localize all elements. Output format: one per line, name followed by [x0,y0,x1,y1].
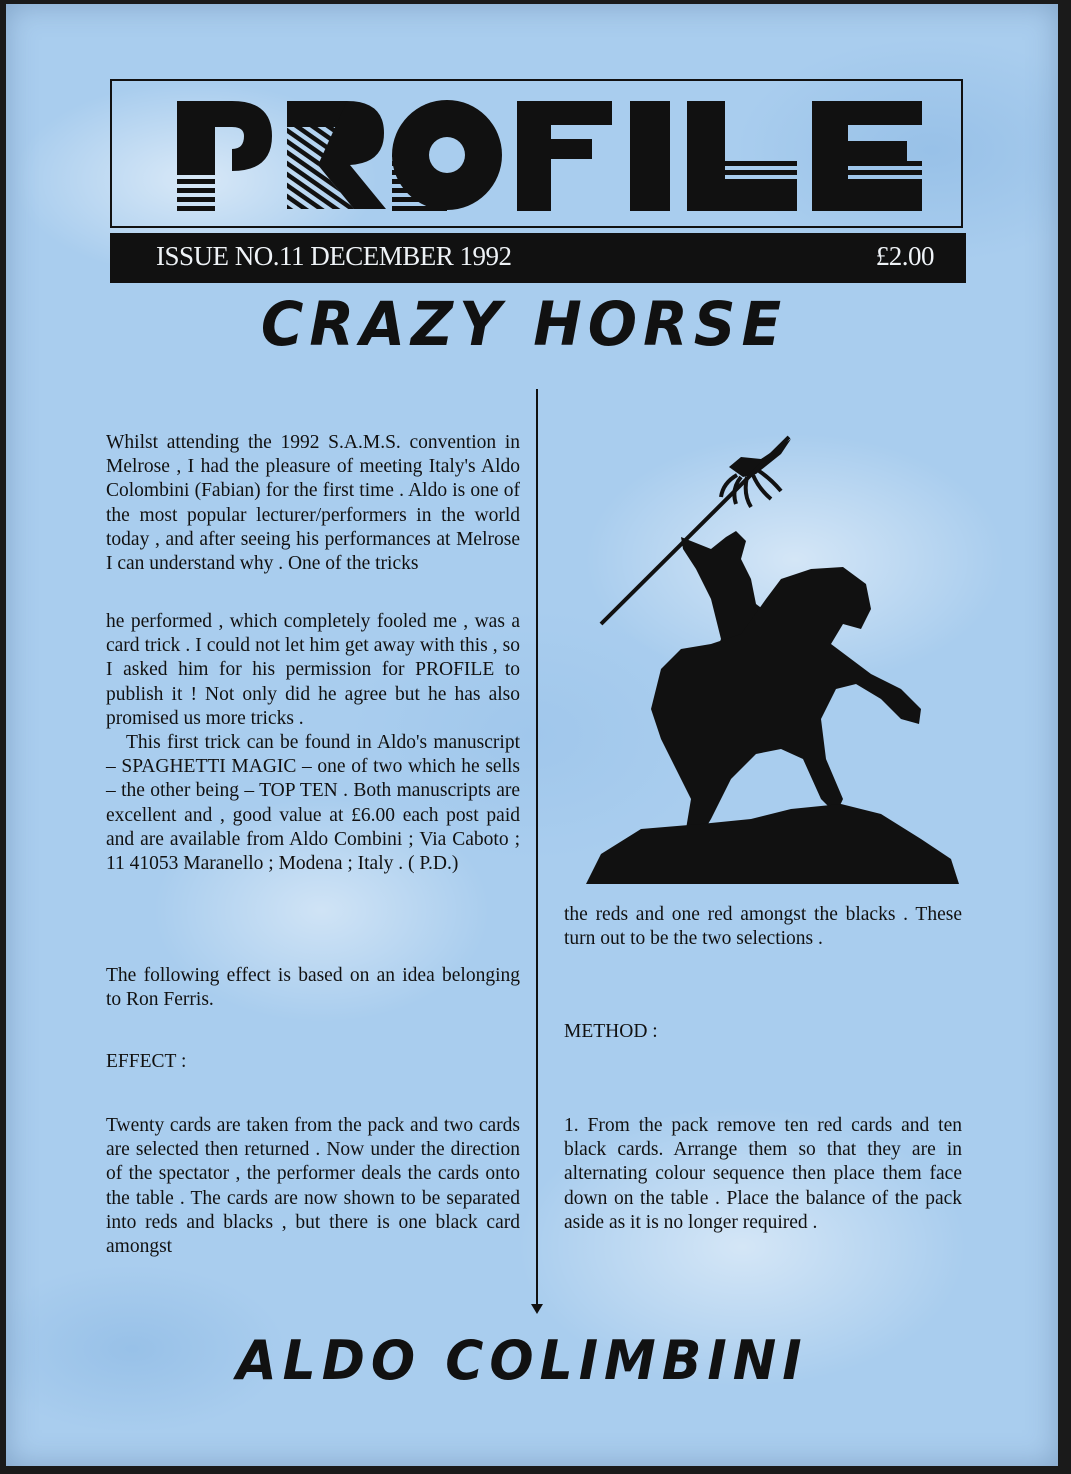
intro-text-3: This first trick can be found in Aldo's manuscript – SPAGHETTI MAGIC – one of two which he sells – the other being – TOP TEN . Both manuscripts are excellent and , good value at £6.00 each post paid and are available from Aldo Combini ; Via Caboto ; 11 41053 Maranello ; Modena ; Italy . ( P.D.) [106,732,520,875]
masthead [110,79,963,228]
horse-rider-silhouette-icon [581,419,961,889]
logo-letter-p [177,101,272,211]
logo-letter-i [630,101,670,211]
column-divider [536,389,538,1311]
divider-arrow-icon [531,1304,543,1314]
logo-letter-o [392,100,502,211]
based-on-text: The following effect is based on an idea belonging to Ron Ferris. [106,965,520,1011]
effect-paragraph [106,1114,520,1259]
effect-heading: EFFECT : [106,1051,187,1072]
logo-letter-r [287,101,386,209]
intro-text-2: he performed , which completely fooled me , was a card trick . I could not let him get away with this , so I asked him for his permission for PROFILE to publish it ! Not only did he agree but he has also promised us more tricks . [106,611,520,729]
method-heading: METHOD : [564,1021,658,1042]
intro-paragraph-1 [106,431,520,576]
effect-continued-paragraph [564,903,962,951]
issue-price: £2.00 [875,241,934,271]
article-title: CRAZY HORSE [260,288,788,360]
issue-line: ISSUE NO.11 DECEMBER 1992 [156,241,512,271]
based-on-paragraph [106,964,520,1012]
intro-paragraph-2 [106,610,520,731]
intro-text-1: Whilst attending the 1992 S.A.M.S. convention in Melrose , I had the pleasure of meeting Italy's Aldo Colombini (Fabian) for the first time . Aldo is one of the most popular lecturer/performers in the world today , and after seeing his performances at Melrose I can understand why . One of the tricks [106,432,520,575]
logo-letter-l [687,101,797,211]
magazine-page [6,4,1058,1466]
issue-bar [110,233,966,283]
effect-text: Twenty cards are taken from the pack and two cards are selected then returned . Now under the direction of the spectator , the performer deals the cards onto the table . The cards are now shown to be separated into reds and blacks , but there is one black card amongst [106,1115,520,1258]
method-step-1 [564,1114,962,1235]
logo-letter-f [517,101,612,211]
effect-continued-text: the reds and one red amongst the blacks . These turn out to be the two selections . [564,904,962,950]
method-step-1-text: 1. From the pack remove ten red cards and ten black cards. Arrange them so that they are in alternating colour sequence then place them face down on the table . Place the balance of the pack aside as it is no longer required . [564,1115,962,1233]
profile-logo [122,89,952,219]
author-name: ALDO COLIMBINI [236,1329,808,1393]
intro-paragraph-3 [106,731,520,876]
logo-letter-e [812,101,922,211]
